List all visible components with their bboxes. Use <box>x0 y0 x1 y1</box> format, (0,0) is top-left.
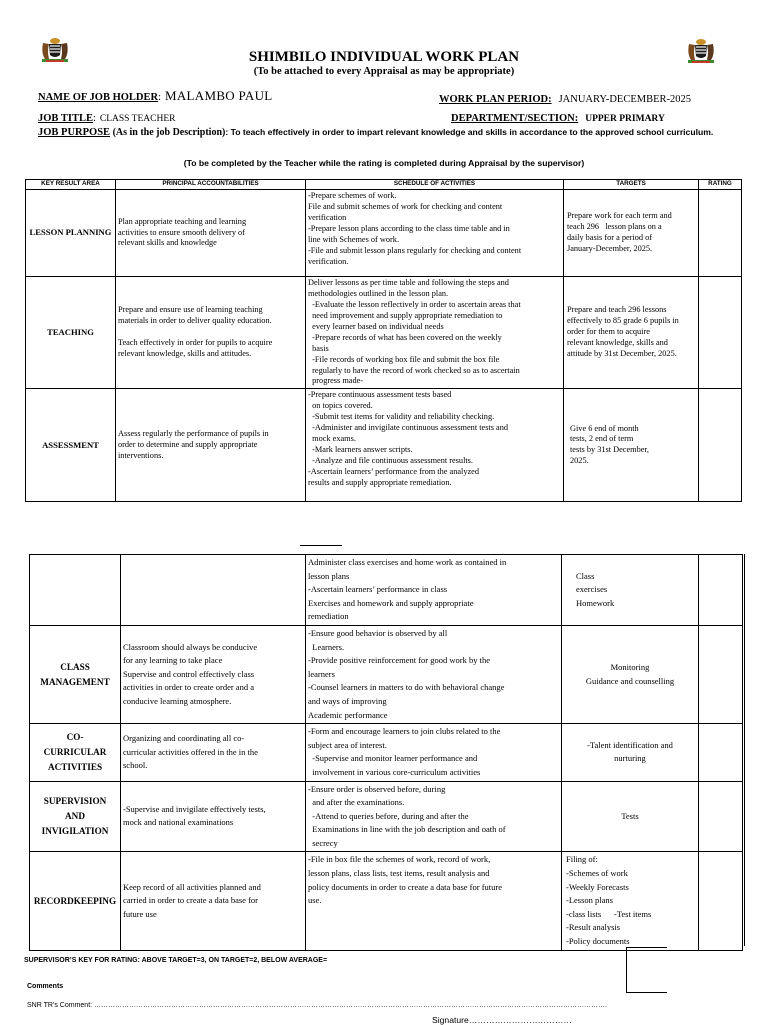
job-title-value: CLASS TEACHER <box>99 114 176 124</box>
cell-line: -Supervise and invigilate effectively tests, <box>123 803 266 814</box>
key-result-area-cell: SUPERVISION AND INVIGILATION <box>30 781 121 852</box>
cell-line: mock exams. <box>308 434 356 444</box>
cell-line: activities in order to create order and a <box>123 682 254 693</box>
cell-line: results and supply appropriate remediation. <box>308 477 452 487</box>
cell-line: and ways of improving <box>308 695 387 706</box>
cell-line: 2025. <box>570 456 589 466</box>
table-row <box>26 190 742 277</box>
cell-line: -Weekly Forecasts <box>566 881 629 892</box>
cell-line: methodologies outlined in the lesson plan. <box>308 288 449 298</box>
rating-cell[interactable] <box>699 389 742 502</box>
cell-line: Class <box>576 570 595 581</box>
accountabilities-cell <box>121 852 306 950</box>
activities-cell <box>306 190 564 277</box>
cell-line: verification. <box>308 256 349 266</box>
cell-line: -Supervise and monitor learner performance and <box>308 753 478 764</box>
cell-line: use. <box>308 895 322 906</box>
activities-cell <box>306 724 562 781</box>
cell-line: lesson plans <box>308 570 350 581</box>
page-divider <box>300 545 342 546</box>
cell-line: order to determine and supply appropriate <box>118 439 258 449</box>
key-result-area-cell: ASSESSMENT <box>26 389 116 502</box>
cell-line: activities to ensure smooth delivery of <box>118 227 245 237</box>
cell-line: -Mark learners answer scripts. <box>308 445 413 455</box>
targets-cell <box>562 625 699 723</box>
job-title-colon: : <box>92 113 96 124</box>
cell-line: exercises <box>576 584 608 595</box>
table-row <box>30 781 743 852</box>
cell-line: -Prepare continuous assessment tests based <box>308 390 452 400</box>
comments-label: Comments <box>27 983 64 990</box>
name-of-job-holder <box>38 87 273 105</box>
cell-line: Homework <box>576 597 615 608</box>
cell-line: -Administer and invigilate continuous assessment tests and <box>308 423 509 433</box>
accountabilities-cell <box>121 625 306 723</box>
purpose-paren: (As in the job Description) <box>112 127 226 138</box>
cell-line: conducive learning atmosphere. <box>123 695 232 706</box>
period-label: WORK PLAN PERIOD: <box>439 94 552 105</box>
department-section <box>451 108 665 126</box>
cell-line: learners <box>308 668 335 679</box>
cell-line: -Schemes of work <box>566 868 628 879</box>
name-label: NAME OF JOB HOLDER <box>38 92 159 103</box>
rating-cell[interactable] <box>699 625 743 723</box>
accountabilities-cell <box>121 724 306 781</box>
cell-line: and after the examinations. <box>308 797 405 808</box>
cell-line: subject area of interest. <box>308 739 387 750</box>
cell-line: relevant skills and knowledge <box>118 238 217 248</box>
key-result-area-cell: CLASS MANAGEMENT <box>30 625 121 723</box>
cell-line: -Ascertain learners’ performance in class <box>308 584 448 595</box>
cell-line: -class lists -Test items <box>566 908 652 919</box>
cell-line: school. <box>123 760 148 771</box>
rating-cell[interactable] <box>699 852 743 950</box>
cell-line: -File in box file the schemes of work, record of work, <box>308 854 491 865</box>
cell-line: every learner based on individual needs <box>308 321 444 331</box>
table-row <box>26 277 742 389</box>
completion-note <box>0 153 768 171</box>
signature-field[interactable]: Signature……………………………… <box>432 1015 572 1025</box>
cell-line: involvement in various core-curriculum activities <box>308 766 481 777</box>
cell-line <box>118 327 303 338</box>
cell-line: Teach effectively in order for pupils to acquire <box>118 338 273 348</box>
targets-cell <box>562 852 699 950</box>
cell-line: -Provide positive reinforcement for good work by the <box>308 655 490 666</box>
cell-line: policy documents in order to create a data base for future <box>308 881 503 892</box>
cell-line: January-December, 2025. <box>567 243 653 253</box>
cell-line: regularly to have the record of work checked so as to ascertain <box>308 365 520 375</box>
work-plan-table-2 <box>29 554 743 951</box>
cell-line: Organizing and coordinating all co- <box>123 732 245 743</box>
cell-line: -Attend to queries before, during and after the <box>308 810 469 821</box>
accountabilities-cell <box>116 277 306 389</box>
cell-line: -Evaluate the lesson reflectively in order to ascertain areas that <box>308 299 521 309</box>
page-title: SHIMBILO INDIVIDUAL WORK PLAN <box>248 49 520 65</box>
cell-line: -Policy documents <box>566 936 630 947</box>
right-margin-line <box>744 554 745 946</box>
cell-line: carried in order to create a data base for <box>123 895 258 906</box>
cell-line: effectively to 85 grade 6 pupils in <box>567 316 679 326</box>
cell-line: -Prepare records of what has been covered on the weekly <box>308 332 502 342</box>
cell-line: Guidance and counselling <box>585 675 675 686</box>
cell-line: on topics covered. <box>308 401 373 411</box>
cell-line: Administer class exercises and home work as contained in <box>308 557 507 567</box>
col-key-result-area: KEY RESULT AREA <box>26 180 116 190</box>
cell-line: Keep record of all activities planned and <box>123 881 261 892</box>
cell-line: progress made- <box>308 376 364 386</box>
cell-line: -Prepare schemes of work. <box>308 191 397 200</box>
cell-line: attitude by 31st December, 2025. <box>567 349 677 359</box>
cell-line: Prepare and teach 296 lessons <box>567 305 667 315</box>
rating-cell[interactable] <box>699 555 743 626</box>
cell-line: Filing of: <box>566 854 598 865</box>
cell-line: Exercises and homework and supply appropriate <box>308 597 474 608</box>
cell-line: lesson plans, class lists, test items, result analysis and <box>308 868 490 879</box>
activities-cell <box>306 389 564 502</box>
activities-cell <box>306 277 564 389</box>
table-row <box>30 724 743 781</box>
table-row <box>26 389 742 502</box>
col-principal-accountabilities: PRINCIPAL ACCOUNTABILITIES <box>116 180 306 190</box>
cell-line: teach 296 lesson plans on a <box>567 222 662 232</box>
cell-line: Classroom should always be conducive <box>123 641 258 652</box>
activities-cell <box>306 625 562 723</box>
cell-line: -Prepare lesson plans according to the class time table and in <box>308 223 510 233</box>
table-row <box>30 555 743 626</box>
cell-line: verification <box>308 212 347 222</box>
job-purpose <box>38 126 718 140</box>
key-result-area-cell: RECORDKEEPING <box>30 852 121 950</box>
cell-line: Examinations in line with the job description and oath of <box>308 824 506 835</box>
job-title-label: JOB TITLE <box>38 113 93 124</box>
rating-cell[interactable] <box>699 781 743 852</box>
activities-cell <box>306 852 562 950</box>
completion-note-text: (To be completed by the Teacher while the rating is completed during Appraisal by the supervisor) <box>183 158 585 168</box>
table-row <box>30 625 743 723</box>
accountabilities-cell <box>121 781 306 852</box>
cell-line: daily basis for a period of <box>567 233 653 242</box>
cell-line: mock and national examinations <box>123 817 234 828</box>
cell-line: -Result analysis <box>566 922 621 933</box>
cell-line: tests, 2 end of term <box>570 434 634 444</box>
cell-line: Plan appropriate teaching and learning <box>118 216 247 226</box>
cell-line: basis <box>308 343 329 353</box>
cell-line: line with Schemes of work. <box>308 234 400 244</box>
rating-box[interactable] <box>626 947 667 993</box>
rating-cell[interactable] <box>699 190 742 277</box>
department-label: DEPARTMENT/SECTION: <box>451 113 579 124</box>
cell-line: Deliver lessons as per time table and following the steps and <box>308 278 509 287</box>
work-plan-table-1 <box>25 179 742 502</box>
col-schedule-of-activities: SCHEDULE OF ACTIVITIES <box>306 180 564 190</box>
page-subtitle: (To be attached to every Appraisal as may be appropriate) <box>253 66 515 77</box>
cell-line: -Ensure order is observed before, during <box>308 783 446 794</box>
cell-line: -File and submit lesson plans regularly for checking and content <box>308 245 522 255</box>
cell-line: Prepare work for each term and <box>567 211 672 221</box>
rating-key: SUPERVISOR’S KEY FOR RATING: ABOVE TARGET=3, ON TARGET=2, BELOW AVERAGE= <box>24 957 328 964</box>
name-colon: : <box>158 92 161 103</box>
purpose-label: JOB PURPOSE <box>38 127 111 138</box>
table-header-row <box>26 180 742 190</box>
job-title <box>38 108 175 126</box>
targets-cell <box>562 781 699 852</box>
cell-line: -Form and encourage learners to join clubs related to the <box>308 726 501 737</box>
rating-cell[interactable] <box>699 724 743 781</box>
department-value: UPPER PRIMARY <box>585 114 665 124</box>
key-result-area-cell <box>30 555 121 626</box>
purpose-text: : To teach effectively in order to impart relevant knowledge and skills in accordance to the approved school curriculum. <box>225 127 714 137</box>
cell-line: Give 6 end of month <box>570 423 639 433</box>
key-result-area-cell: LESSON PLANNING <box>26 190 116 277</box>
cell-line: relevant knowledge, skills and attitudes. <box>118 349 252 359</box>
cell-line: Monitoring <box>610 661 650 672</box>
col-targets: TARGETS <box>564 180 699 190</box>
cell-line: Academic performance <box>308 709 388 720</box>
cell-line: interventions. <box>118 450 164 460</box>
cell-line: curricular activities offered in the in the <box>123 746 258 757</box>
targets-cell <box>562 555 699 626</box>
col-rating: RATING <box>699 180 742 190</box>
cell-line: -Submit test items for validity and reliability checking. <box>308 412 495 422</box>
cell-line: Tests <box>621 810 639 821</box>
table-row <box>30 852 743 950</box>
cell-line: Assess regularly the performance of pupils in <box>118 428 269 438</box>
cell-line: relevant knowledge, skills and <box>567 338 668 348</box>
name-value: MALAMBO PAUL <box>165 88 273 103</box>
work-plan-period <box>439 89 691 107</box>
cell-line: order for them to acquire <box>567 327 650 337</box>
cell-line: -Talent identification and <box>587 739 673 750</box>
cell-line: secrecy <box>308 837 338 848</box>
snr-comment-field[interactable]: SNR TR’s Comment: …………………………………………………………………………………………………………………………………………………………………………………………………. <box>27 1002 607 1009</box>
cell-line: remediation <box>308 611 349 622</box>
activities-cell <box>306 781 562 852</box>
rating-cell[interactable] <box>699 277 742 389</box>
cell-line: -Ascertain learners’ performance from the analyzed <box>308 466 479 476</box>
cell-line: -File records of working box file and submit the box file <box>308 354 500 364</box>
cell-line: need improvement and supply appropriate remediation to <box>308 310 503 320</box>
accountabilities-cell <box>116 389 306 502</box>
targets-cell <box>564 277 699 389</box>
cell-line: nurturing <box>614 753 646 764</box>
targets-cell <box>562 724 699 781</box>
cell-line: materials in order to deliver quality education. <box>118 316 272 326</box>
key-result-area-cell: TEACHING <box>26 277 116 389</box>
targets-cell <box>564 389 699 502</box>
accountabilities-cell <box>121 555 306 626</box>
cell-line: Supervise and control effectively class <box>123 668 255 679</box>
targets-cell <box>564 190 699 277</box>
cell-line: -Counsel learners in matters to do with behavioral change <box>308 682 505 693</box>
cell-line: future use <box>123 908 157 919</box>
cell-line: Learners. <box>308 641 345 652</box>
key-result-area-cell: CO-CURRICULAR ACTIVITIES <box>30 724 121 781</box>
period-value: JANUARY-DECEMBER-2025 <box>558 94 692 105</box>
cell-line: tests by 31st December, <box>570 445 649 455</box>
cell-line: -Analyze and file continuous assessment results. <box>308 456 473 465</box>
cell-line: Prepare and ensure use of learning teaching <box>118 305 263 315</box>
cell-line: File and submit schemes of work for checking and content <box>308 201 503 211</box>
cell-line: -Ensure good behavior is observed by all <box>308 627 448 638</box>
cell-line: for any learning to take place <box>123 655 223 666</box>
activities-cell <box>306 555 562 626</box>
cell-line: -Lesson plans <box>566 895 613 906</box>
accountabilities-cell <box>116 190 306 277</box>
